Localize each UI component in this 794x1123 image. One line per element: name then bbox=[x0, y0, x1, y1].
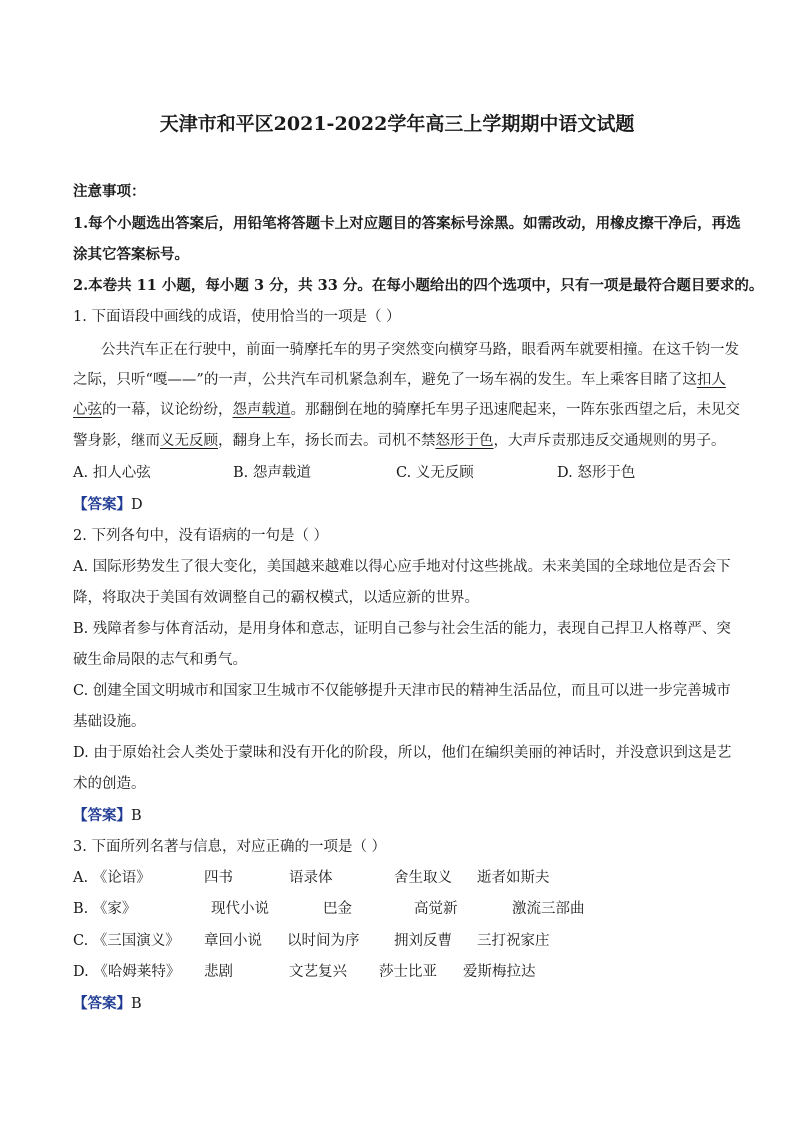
q3-row-d-col5: 爱斯梅拉达 bbox=[463, 964, 536, 980]
q3-answer: 【答案】B bbox=[73, 995, 142, 1012]
q2-option-d-line-1: D. 由于原始社会人类处于蒙昧和没有开化的阶段，所以，他们在编织美丽的神话时，并没意识到这是艺 bbox=[73, 745, 732, 761]
q3-row-d-col4: 莎士比亚 bbox=[379, 964, 437, 980]
answer-tag: 【答案】 bbox=[73, 807, 131, 824]
q1-option-b: B. 怨声载道 bbox=[233, 465, 311, 481]
q1-passage-line-3: 心弦的一幕，议论纷纷，怨声载道。那翻倒在地的骑摩托车男子迅速爬起来，一阵东张西望之后，未见交 bbox=[73, 402, 740, 418]
q1-underlined-idiom-b: 怨声载道 bbox=[232, 402, 291, 418]
q3-row-a-col5: 逝者如斯夫 bbox=[477, 870, 550, 886]
answer-tag: 【答案】 bbox=[73, 496, 131, 513]
q3-row-c-col3: 以时间为序 bbox=[287, 933, 360, 949]
q1-option-c: C. 义无反顾 bbox=[396, 465, 474, 481]
answer-tag: 【答案】 bbox=[73, 995, 131, 1012]
q1-passage-line-1: 公共汽车正在行驶中，前面一骑摩托车的男子突然变向横穿马路，眼看两车就要相撞。在这千钧一发 bbox=[101, 342, 739, 358]
q3-row-c-col5: 三打祝家庄 bbox=[477, 933, 550, 949]
q2-option-c-line-2: 基础设施。 bbox=[73, 714, 146, 730]
q3-row-a-title: A. 《论语》 bbox=[73, 870, 151, 886]
q1-option-a: A. 扣人心弦 bbox=[73, 465, 151, 481]
q3-row-b-col5: 激流三部曲 bbox=[512, 901, 585, 917]
q3-row-d-col2: 悲剧 bbox=[204, 964, 233, 980]
q1-underlined-idiom-a-part1: 扣人 bbox=[696, 372, 726, 388]
q3-stem: 3. 下面所列名著与信息，对应正确的一项是（ ） bbox=[73, 839, 387, 855]
q3-row-a-col3: 语录体 bbox=[289, 870, 333, 886]
q3-row-a-col2: 四书 bbox=[204, 870, 233, 886]
q3-row-a-col4: 舍生取义 bbox=[394, 870, 452, 886]
q2-option-b-line-1: B. 残障者参与体育活动，是用身体和意志，证明自己参与社会生活的能力，表现自己捍卫人格尊严、突 bbox=[73, 621, 731, 637]
q2-stem: 2. 下列各句中，没有语病的一句是（ ） bbox=[73, 528, 329, 544]
notice-item-2: 2.本卷共 11 小题，每小题 3 分，共 33 分。在每小题给出的四个选项中，只有一项是最符合题目要求的。 bbox=[73, 277, 764, 294]
q3-row-c-col2: 章回小说 bbox=[204, 933, 262, 949]
q1-stem: 1. 下面语段中画线的成语，使用恰当的一项是（ ） bbox=[73, 309, 401, 325]
notice-item-1-line-1: 1.每个小题选出答案后，用铅笔将答题卡上对应题目的答案标号涂黑。如需改动，用橡皮擦干净后，再选 bbox=[73, 215, 741, 232]
q1-underlined-idiom-d: 怒形于色 bbox=[435, 433, 494, 449]
q1-underlined-idiom-a-part2: 心弦 bbox=[73, 402, 102, 418]
q3-row-b-col3: 巴金 bbox=[323, 901, 352, 917]
q2-option-a-line-1: A. 国际形势发生了很大变化，美国越来越难以得心应手地对付这些挑战。未来美国的全球地位是否会下 bbox=[73, 559, 731, 575]
q3-row-b-col4: 高觉新 bbox=[414, 901, 458, 917]
q1-passage-line-4: 警身影，继而义无反顾，翻身上车，扬长而去。司机不禁怒形于色，大声斥责那违反交通规则的男子。 bbox=[73, 433, 726, 449]
q3-row-c-title: C. 《三国演义》 bbox=[73, 933, 180, 949]
q3-row-d-col3: 文艺复兴 bbox=[289, 964, 347, 980]
q2-option-a-line-2: 降，将取决于美国有效调整自己的霸权模式，以适应新的世界。 bbox=[73, 590, 479, 606]
q2-option-d-line-2: 术的创造。 bbox=[73, 776, 146, 792]
q2-option-c-line-1: C. 创建全国文明城市和国家卫生城市不仅能够提升天津市民的精神生活品位，而且可以进一步完善城市 bbox=[73, 683, 731, 699]
q1-option-d: D. 怒形于色 bbox=[557, 465, 636, 481]
q2-option-b-line-2: 破生命局限的志气和勇气。 bbox=[73, 652, 247, 668]
notice-item-1-line-2: 涂其它答案标号。 bbox=[73, 246, 189, 263]
q3-row-c-col4: 拥刘反曹 bbox=[394, 933, 452, 949]
page-title: 天津市和平区2021-2022学年高三上学期期中语文试题 bbox=[159, 113, 635, 135]
notice-heading: 注意事项： bbox=[73, 183, 146, 200]
q1-passage-line-2: 之际，只听“嘎——”的一声，公共汽车司机紧急刹车，避免了一场车祸的发生。车上乘客目睹了这扣人 bbox=[73, 372, 726, 388]
q3-row-b-title: B. 《家》 bbox=[73, 901, 137, 917]
q1-underlined-idiom-c: 义无反顾 bbox=[160, 433, 218, 449]
q2-answer: 【答案】B bbox=[73, 807, 142, 824]
q3-row-b-col2: 现代小说 bbox=[211, 901, 269, 917]
q3-row-d-title: D. 《哈姆莱特》 bbox=[73, 964, 181, 980]
q1-answer: 【答案】D bbox=[73, 496, 143, 513]
